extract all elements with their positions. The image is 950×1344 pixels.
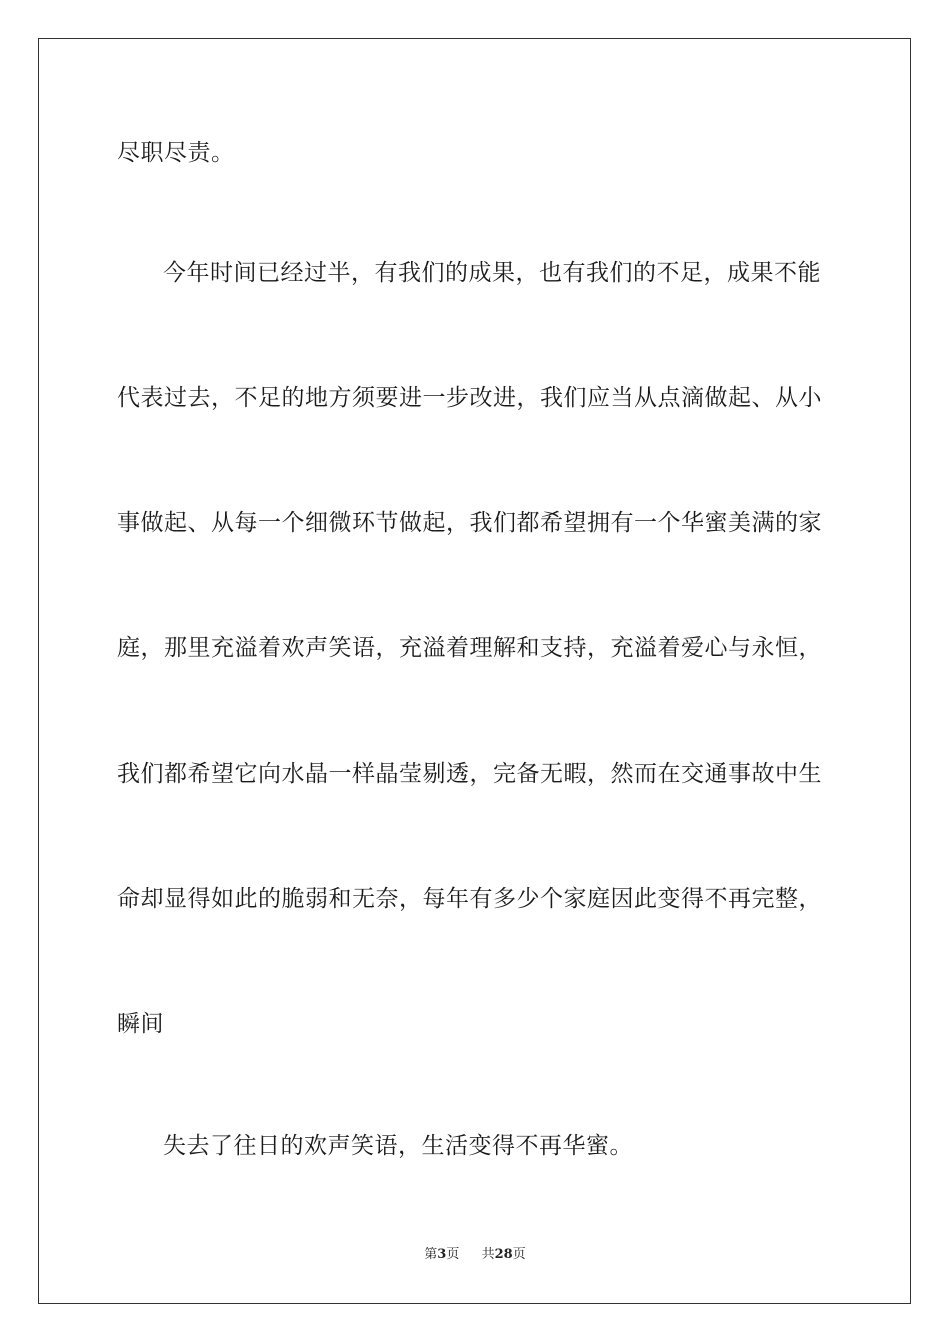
text-line-6: 我们都希望它向水晶一样晶莹剔透，完备无暇，然而在交通事故中生 bbox=[117, 761, 822, 787]
text-line-4: 事做起、从每一个细微环节做起，我们都希望拥有一个华蜜美满的家 bbox=[117, 510, 822, 536]
text-line-9: 失去了往日的欢声笑语，生活变得不再华蜜。 bbox=[163, 1133, 633, 1159]
text-line-5: 庭，那里充溢着欢声笑语，充溢着理解和支持，充溢着爱心与永恒， bbox=[117, 635, 822, 661]
total-suffix: 页 bbox=[512, 1247, 526, 1262]
total-prefix: 共 bbox=[481, 1247, 495, 1262]
text-line-8: 瞬间 bbox=[117, 1011, 164, 1037]
text-line-1: 尽职尽责。 bbox=[117, 140, 235, 166]
page-frame bbox=[38, 38, 911, 1304]
page-total bbox=[482, 1246, 526, 1264]
text-line-3: 代表过去，不足的地方须要进一步改进，我们应当从点滴做起、从小 bbox=[117, 385, 822, 411]
page-footer bbox=[0, 1246, 950, 1264]
text-line-2: 今年时间已经过半，有我们的成果，也有我们的不足，成果不能 bbox=[163, 260, 821, 286]
page-suffix: 页 bbox=[446, 1247, 460, 1262]
total-count: 28 bbox=[494, 1247, 513, 1262]
page-number bbox=[424, 1246, 459, 1264]
page-prefix: 第 bbox=[424, 1247, 438, 1262]
text-line-7: 命却显得如此的脆弱和无奈，每年有多少个家庭因此变得不再完整， bbox=[117, 886, 822, 912]
page-current: 3 bbox=[437, 1247, 447, 1262]
